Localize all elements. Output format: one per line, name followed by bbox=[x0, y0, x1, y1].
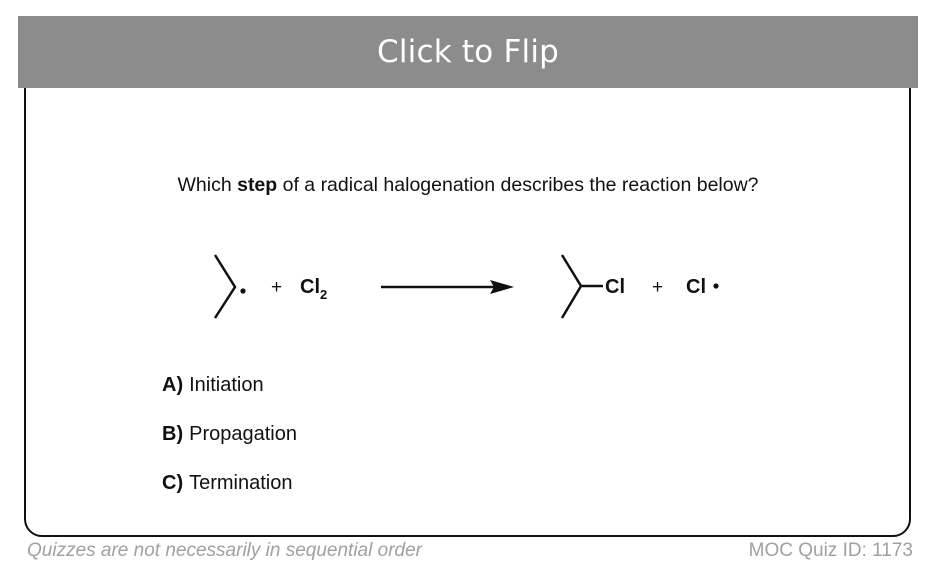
chlorine-radical-dot bbox=[713, 283, 718, 288]
reaction-scheme bbox=[0, 230, 926, 340]
chlorine-radical-label: Cl bbox=[686, 276, 706, 298]
quiz-id: MOC Quiz ID: 1173 bbox=[748, 540, 913, 561]
question-prefix: Which bbox=[177, 174, 238, 196]
isopropyl-radical-skeleton bbox=[215, 255, 235, 318]
option-c-letter: C) bbox=[162, 472, 184, 494]
question-bold-word: step bbox=[237, 174, 278, 196]
radical-dot bbox=[240, 288, 245, 293]
option-a-letter: A) bbox=[162, 374, 184, 396]
cl2-symbol: Cl bbox=[300, 276, 320, 298]
product-chlorine-label: Cl bbox=[605, 276, 625, 298]
option-c[interactable] bbox=[162, 470, 297, 519]
option-b-letter: B) bbox=[162, 423, 184, 445]
option-a-text: Initiation bbox=[189, 374, 264, 396]
plus-sign-2: + bbox=[652, 277, 664, 298]
option-b[interactable] bbox=[162, 421, 297, 470]
click-to-flip-button[interactable] bbox=[18, 16, 918, 88]
chlorine-molecule bbox=[300, 276, 327, 302]
cl2-subscript: 2 bbox=[320, 287, 328, 302]
flip-label: Click to Flip bbox=[376, 34, 560, 70]
answer-options bbox=[162, 372, 297, 519]
option-a[interactable] bbox=[162, 372, 297, 421]
sequence-note: Quizzes are not necessarily in sequential order bbox=[27, 540, 422, 561]
option-b-text: Propagation bbox=[189, 423, 297, 445]
option-c-text: Termination bbox=[189, 472, 293, 494]
plus-sign-1: + bbox=[271, 277, 283, 298]
question-suffix: of a radical halogenation describes the reaction below? bbox=[277, 174, 759, 196]
isopropyl-chloride-skeleton bbox=[562, 255, 581, 318]
question-text bbox=[0, 174, 926, 197]
